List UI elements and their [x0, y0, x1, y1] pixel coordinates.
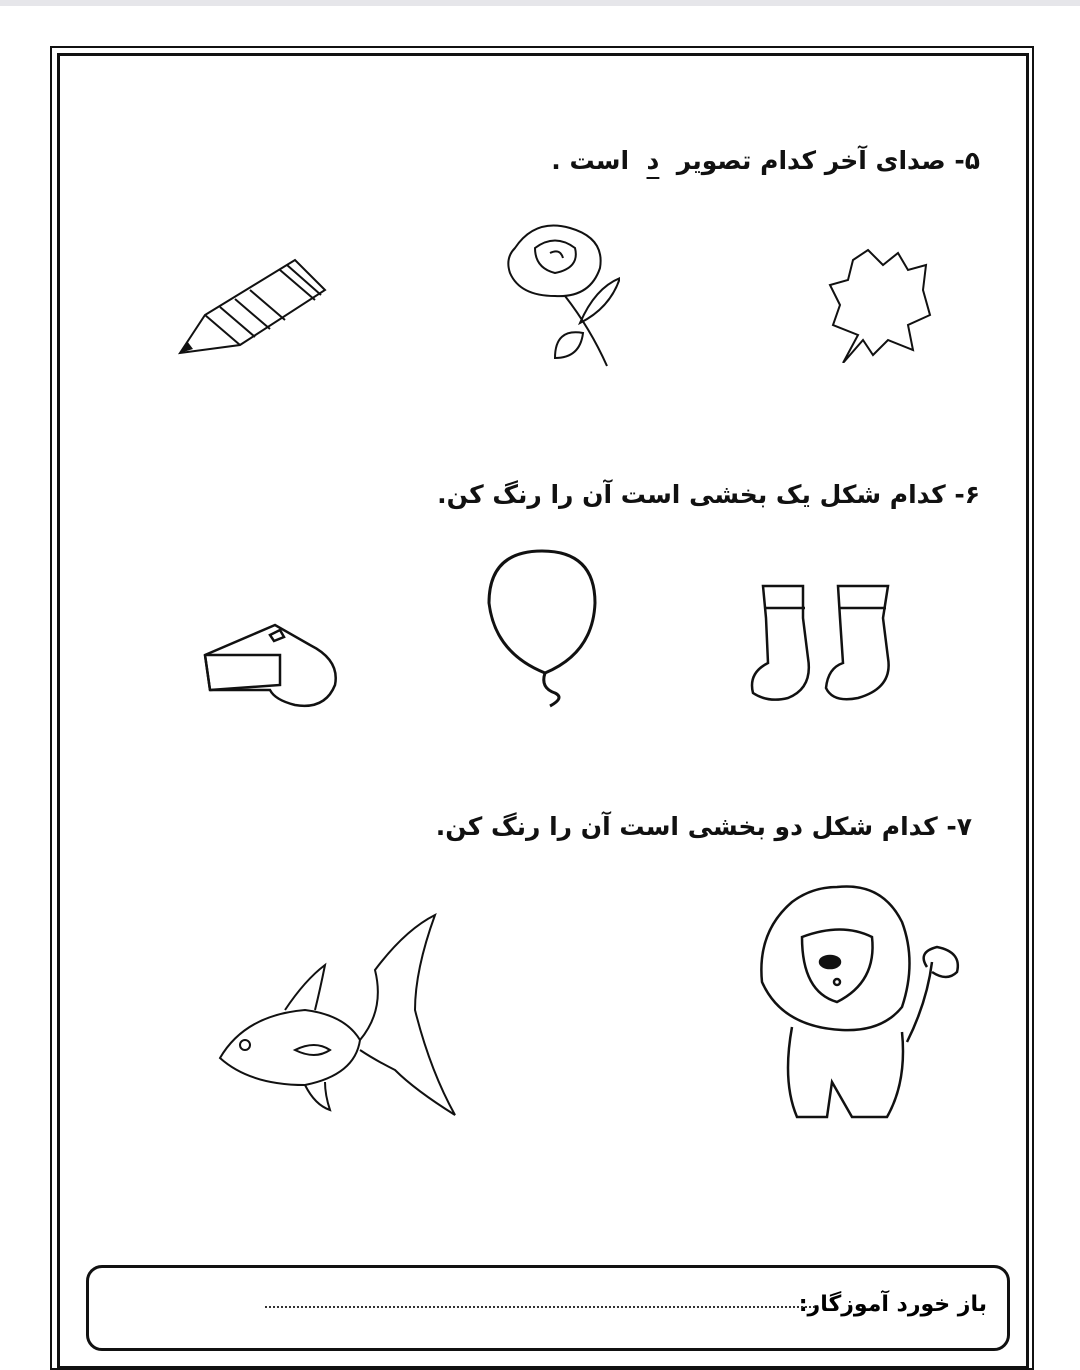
question-text: کدام شکل یک بخشی است آن را رنگ کن.	[437, 480, 946, 509]
question-6	[437, 480, 980, 509]
question-number: ۵-	[954, 146, 980, 175]
socks-image[interactable]	[748, 578, 898, 703]
balloon-image[interactable]	[485, 548, 600, 708]
question-text: کدام شکل دو بخشی است آن را رنگ کن.	[435, 812, 938, 841]
feedback-input-line[interactable]	[265, 1290, 815, 1308]
question-text: صدای آخر کدام تصویر	[676, 146, 946, 175]
pencil-image[interactable]	[175, 255, 330, 360]
rose-image[interactable]	[495, 218, 620, 370]
question-7	[436, 812, 972, 841]
fish-image[interactable]	[215, 910, 465, 1140]
question-text-end: است .	[551, 146, 630, 175]
question-5	[551, 146, 980, 175]
question-number: ۶-	[954, 480, 980, 509]
top-bar	[0, 0, 1080, 6]
lion-image[interactable]	[752, 882, 974, 1127]
question-number: ۷-	[946, 812, 972, 841]
leaf-image[interactable]	[828, 245, 933, 363]
whistle-image[interactable]	[200, 615, 342, 710]
feedback-label: باز خورد آموزگار:	[798, 1292, 987, 1317]
target-letter: د	[646, 146, 660, 175]
teacher-feedback-box	[86, 1265, 1010, 1351]
